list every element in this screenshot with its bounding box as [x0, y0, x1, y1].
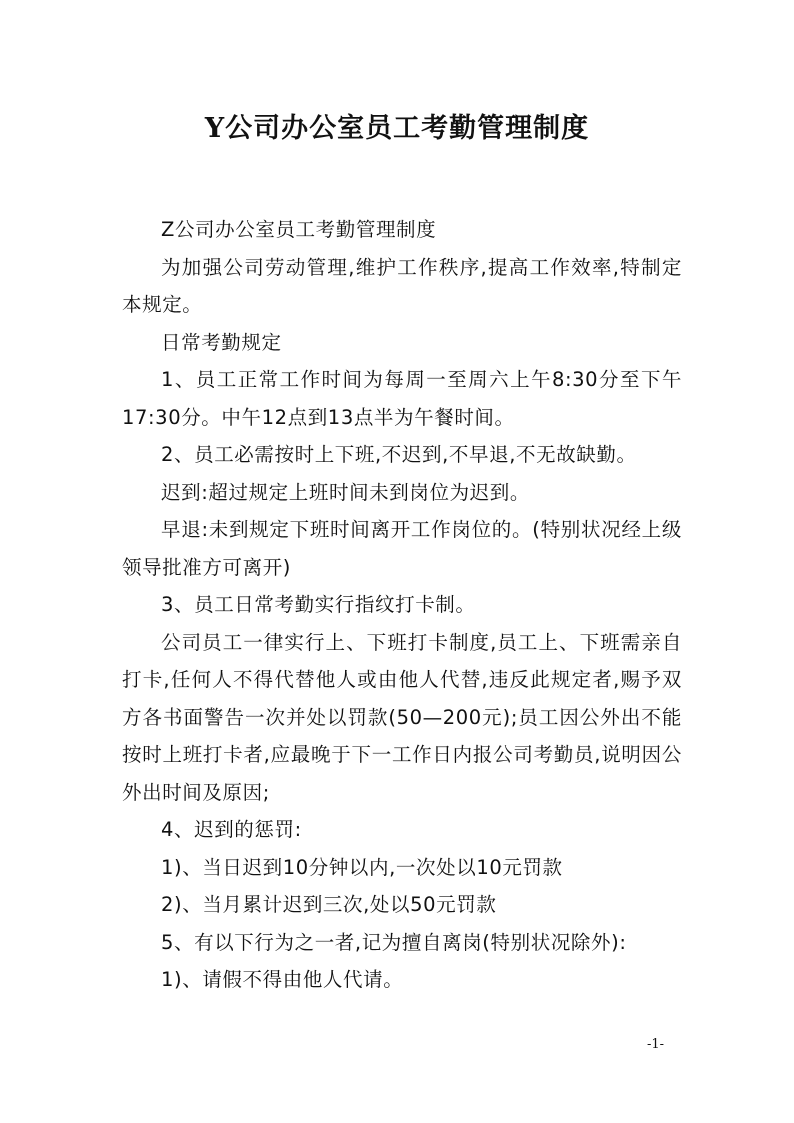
paragraph-rule-5: 5、有以下行为之一者,记为擅自离岗(特别状况除外):	[161, 930, 627, 954]
paragraph-rule-2: 2、员工必需按时上下班,不迟到,不早退,不无故缺勤。	[161, 443, 637, 466]
paragraph-clock-in-policy: 公司员工一律实行上、下班打卡制度,员工上、下班需亲自打卡,任何人不得代替他人或由他人代替,违反此规定者,赐予双方各书面警告一次并处以罚款(50—200元);员工因公外出不能按时上班打卡者,应最晚于下一工作日内报公司考勤员,说明因公外出时间及原因;	[122, 630, 682, 804]
document-title: Y公司办公室员工考勤管理制度	[204, 113, 590, 144]
paragraph-rule-4-item-2: 2)、当月累计迟到三次,处以50元罚款	[161, 893, 497, 916]
paragraph-subtitle: Z公司办公室员工考勤管理制度	[161, 218, 437, 241]
page-number: -1-	[647, 1037, 665, 1052]
paragraph-late-definition: 迟到:超过规定上班时间未到岗位为迟到。	[161, 480, 530, 504]
paragraph-rule-1: 1、员工正常工作时间为每周一至周六上午8:30分至下午17:30分。中午12点到13点半为午餐时间。	[122, 368, 682, 429]
paragraph-rule-4: 4、迟到的惩罚:	[161, 818, 302, 841]
paragraph-section-heading: 日常考勤规定	[161, 330, 282, 354]
paragraph-purpose: 为加强公司劳动管理,维护工作秩序,提高工作效率,特制定本规定。	[122, 255, 682, 316]
paragraph-rule-3: 3、员工日常考勤实行指纹打卡制。	[161, 593, 476, 616]
document-body	[122, 211, 682, 999]
paragraph-rule-5-item-1: 1)、请假不得由他人代请。	[161, 968, 404, 991]
paragraph-early-leave-definition: 早退:未到规定下班时间离开工作岗位的。(特别状况经上级领导批准方可离开)	[122, 518, 682, 579]
paragraph-rule-4-item-1: 1)、当日迟到10分钟以内,一次处以10元罚款	[161, 855, 563, 879]
